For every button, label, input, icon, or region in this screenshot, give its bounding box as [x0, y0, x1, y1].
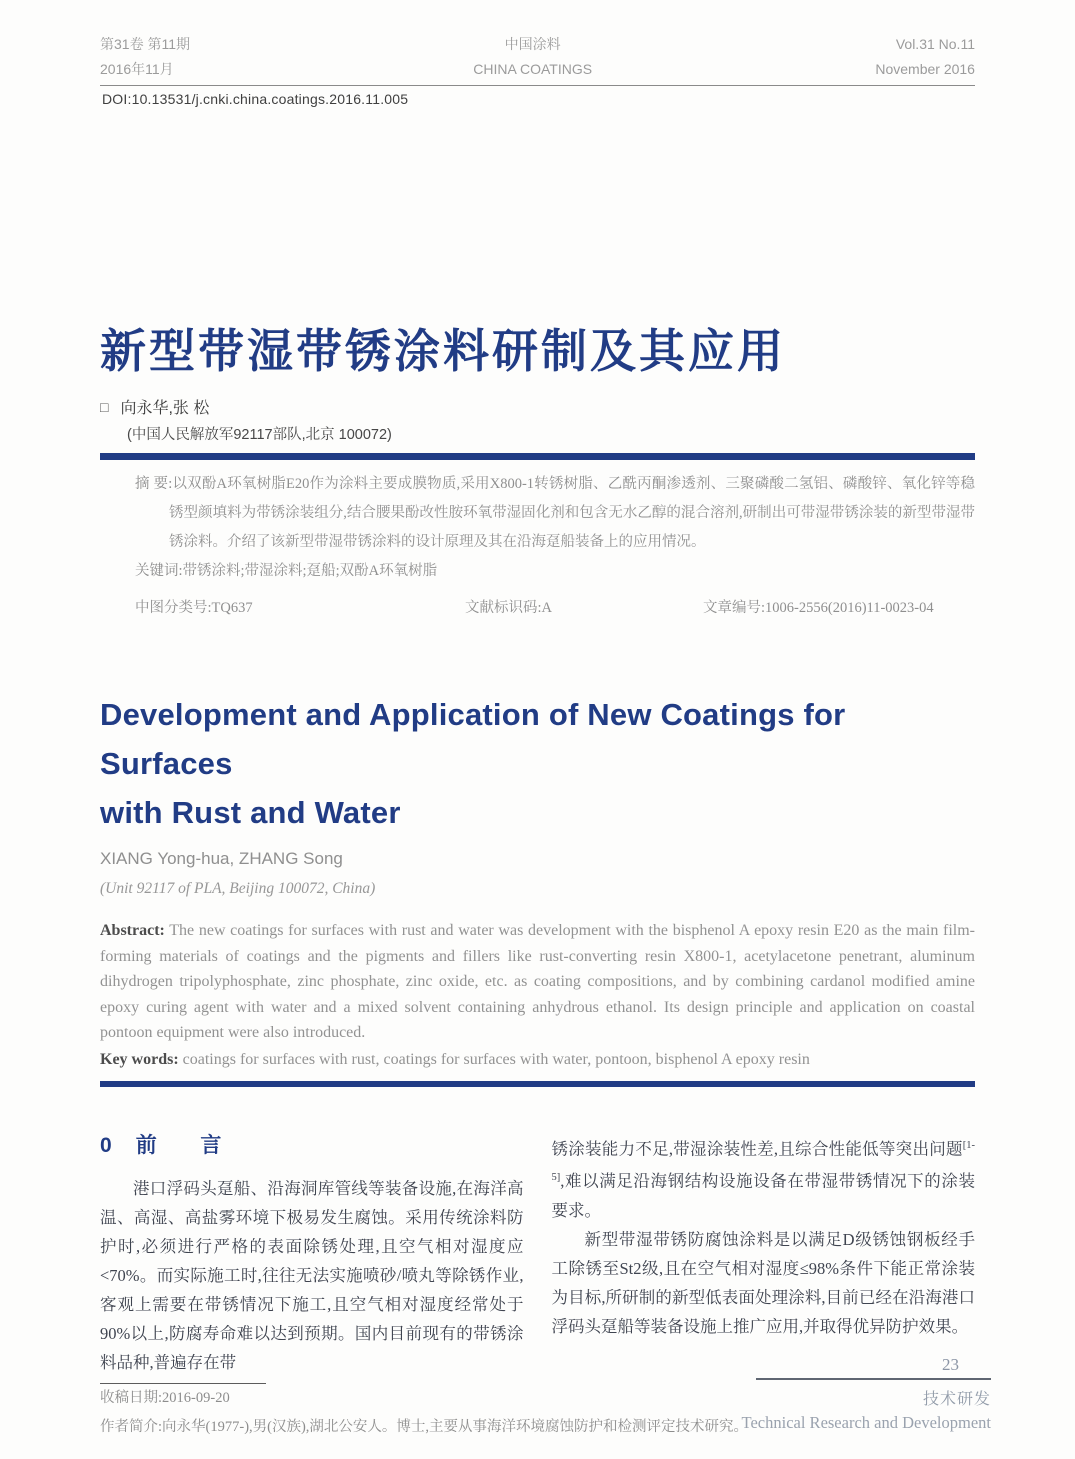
abstract-en-paragraph [100, 918, 975, 1046]
keywords-cn-label: 关键词: [135, 563, 183, 579]
header-issue-info-en [875, 32, 975, 82]
body-column-left [100, 1131, 524, 1377]
authors-cn-row [100, 395, 975, 418]
column-name-cn: 技术研发 [922, 1391, 991, 1408]
journal-name-cn: 中国涂料 [504, 36, 561, 52]
bio-text: 向永华(1977-),男(汉族),湖北公安人。博士,主要从事海洋环境腐蚀防护和检测评定技术研究。 [162, 1418, 749, 1435]
clc-label: 中图分类号: [135, 600, 212, 616]
abstract-cn-label: 摘 要: [135, 476, 173, 492]
page-footer [719, 1355, 991, 1433]
abstract-cn-paragraph [135, 470, 975, 557]
article-id: 1006-2556(2016)11-0023-04 [765, 600, 934, 616]
article-title-cn: 新型带湿带锈涂料研制及其应用 [100, 325, 786, 377]
author-marker-icon: □ [100, 398, 109, 415]
section-0-number: 0 [100, 1133, 112, 1157]
article-id-label: 文章编号: [703, 600, 766, 616]
abstract-top-bar [100, 453, 975, 460]
classification-row [135, 594, 975, 618]
volume-issue-en: Vol.31 No.11 [895, 36, 975, 52]
affiliation-cn: (中国人民解放军92117部队,北京 100072) [127, 427, 392, 443]
doi: DOI:10.13531/j.cnki.china.coatings.2016.11.005 [102, 91, 409, 107]
body-right-1a: 锈涂装能力不足,带湿涂装性差,且综合性能低等突出问题 [551, 1139, 963, 1158]
date-cn: 2016年11月 [100, 61, 174, 77]
running-head [100, 0, 975, 82]
keywords-cn-row [135, 557, 975, 586]
header-issue-info [100, 32, 190, 82]
abstract-cn-block [100, 470, 975, 618]
abstract-bottom-bar [100, 1081, 975, 1087]
authors-en: XIANG Yong-hua, ZHANG Song [100, 849, 343, 868]
body-paragraph-right-2: 新型带湿带锈防腐蚀涂料是以满足D级锈蚀钢板经手工除锈至St2级,且在空气相对湿度≤98%条件下能正常涂装为目标,所研制的新型低表面处理涂料,目前已经在沿海港口浮码头趸船等装备设施上推广应用,并取得优异防护效果。 [551, 1229, 975, 1336]
abstract-en-label: Abstract: [100, 922, 165, 939]
body-column-right [552, 1131, 976, 1377]
clc-number: TQ637 [211, 600, 253, 616]
section-0-heading [100, 1131, 524, 1160]
page-number: 23 [942, 1355, 959, 1374]
doc-code: A [541, 600, 553, 616]
abstract-cn-text: 以双酚A环氧树脂E20作为涂料主要成膜物质,采用X800-1转锈树脂、乙酰丙酮渗透剂、三聚磷酸二氢铝、磷酸锌、氧化锌等稳锈型颜填料为带锈涂装组分,结合腰果酚改性胺环氧带湿固化剂和包含无水乙醇的混合溶剂,研制出可带湿带锈涂装的新型带湿带锈涂料。介绍了该新型带湿带锈涂料的设计原理及其在沿海趸船装备上的应用情况。 [169, 476, 975, 550]
received-label: 收稿日期: [100, 1389, 163, 1406]
affiliation-en: (Unit 92117 of PLA, Beijing 100072, China) [100, 880, 376, 897]
keywords-en-label: Key words: [100, 1050, 179, 1068]
article-id-item [703, 594, 934, 623]
keywords-en-text: coatings for surfaces with rust, coatings for surfaces with water, pontoon, bisphenol A epoxy resin [182, 1050, 810, 1068]
received-date: 2016-09-20 [162, 1389, 230, 1406]
doc-code-label: 文献标识码: [465, 600, 542, 616]
keywords-cn-text: 带锈涂料;带湿涂料;趸船;双酚A环氧树脂 [182, 563, 438, 579]
section-0-title: 前 言 [135, 1133, 241, 1157]
abstract-en-text: The new coatings for surfaces with rust and water was development with the bisphenol A epoxy resin E20 as the main film-forming materials of coatings and the pigments and fillers like rust-converting resin X800-1, acetylacetone penetrant, aluminum dihydrogen tripolyphosphate, zinc phosphate, zinc oxide, etc. as coating compositions, and by combining cardanol modified amine epoxy curing agent with water and a mixed solvent containing anhydrous ethanol. Its design principle and application on coastal pontoon equipment were also introduced. [100, 922, 976, 1041]
clc-item [135, 594, 253, 623]
body-paragraph-right-1 [552, 1131, 976, 1225]
body-right-1b: ,难以满足沿海钢结构设施设备在带湿带锈情况下的涂装要求。 [551, 1171, 975, 1220]
body-paragraph-left: 港口浮码头趸船、沿海洞库管线等装备设施,在海洋高温、高湿、高盐雾环境下极易发生腐蚀。采用传统涂料防护时,必须进行严格的表面除锈处理,且空气相对湿度应<70%。而实际施工时,往往无法实施喷砂/喷丸等除锈作业,客观上需要在带锈情况下施工,且空气相对湿度经常处于90%以上,防腐寿命难以达到预期。国内目前现有的带锈涂料品种,普遍存在带 [100, 1178, 524, 1372]
keywords-en-row [100, 1047, 975, 1072]
article-title-en-line1: Development and Application of New Coatings for Surfaces [100, 697, 846, 781]
article-title-en [100, 690, 975, 837]
body-columns [100, 1131, 975, 1377]
volume-issue-cn: 第31卷 第11期 [100, 36, 190, 52]
doc-code-item [465, 594, 552, 623]
footer-divider [756, 1378, 991, 1380]
date-en: November 2016 [875, 61, 975, 77]
column-name-en: Technical Research and Development [741, 1413, 991, 1432]
journal-name-en: CHINA COATINGS [473, 61, 593, 77]
authors-cn: 向永华,张 松 [120, 400, 210, 417]
article-title-en-line2: with Rust and Water [100, 795, 401, 830]
bio-label: 作者简介: [100, 1418, 163, 1435]
header-journal-name [473, 32, 592, 82]
page-content [100, 0, 975, 1442]
citation-ref: [1-5] [551, 1139, 975, 1183]
